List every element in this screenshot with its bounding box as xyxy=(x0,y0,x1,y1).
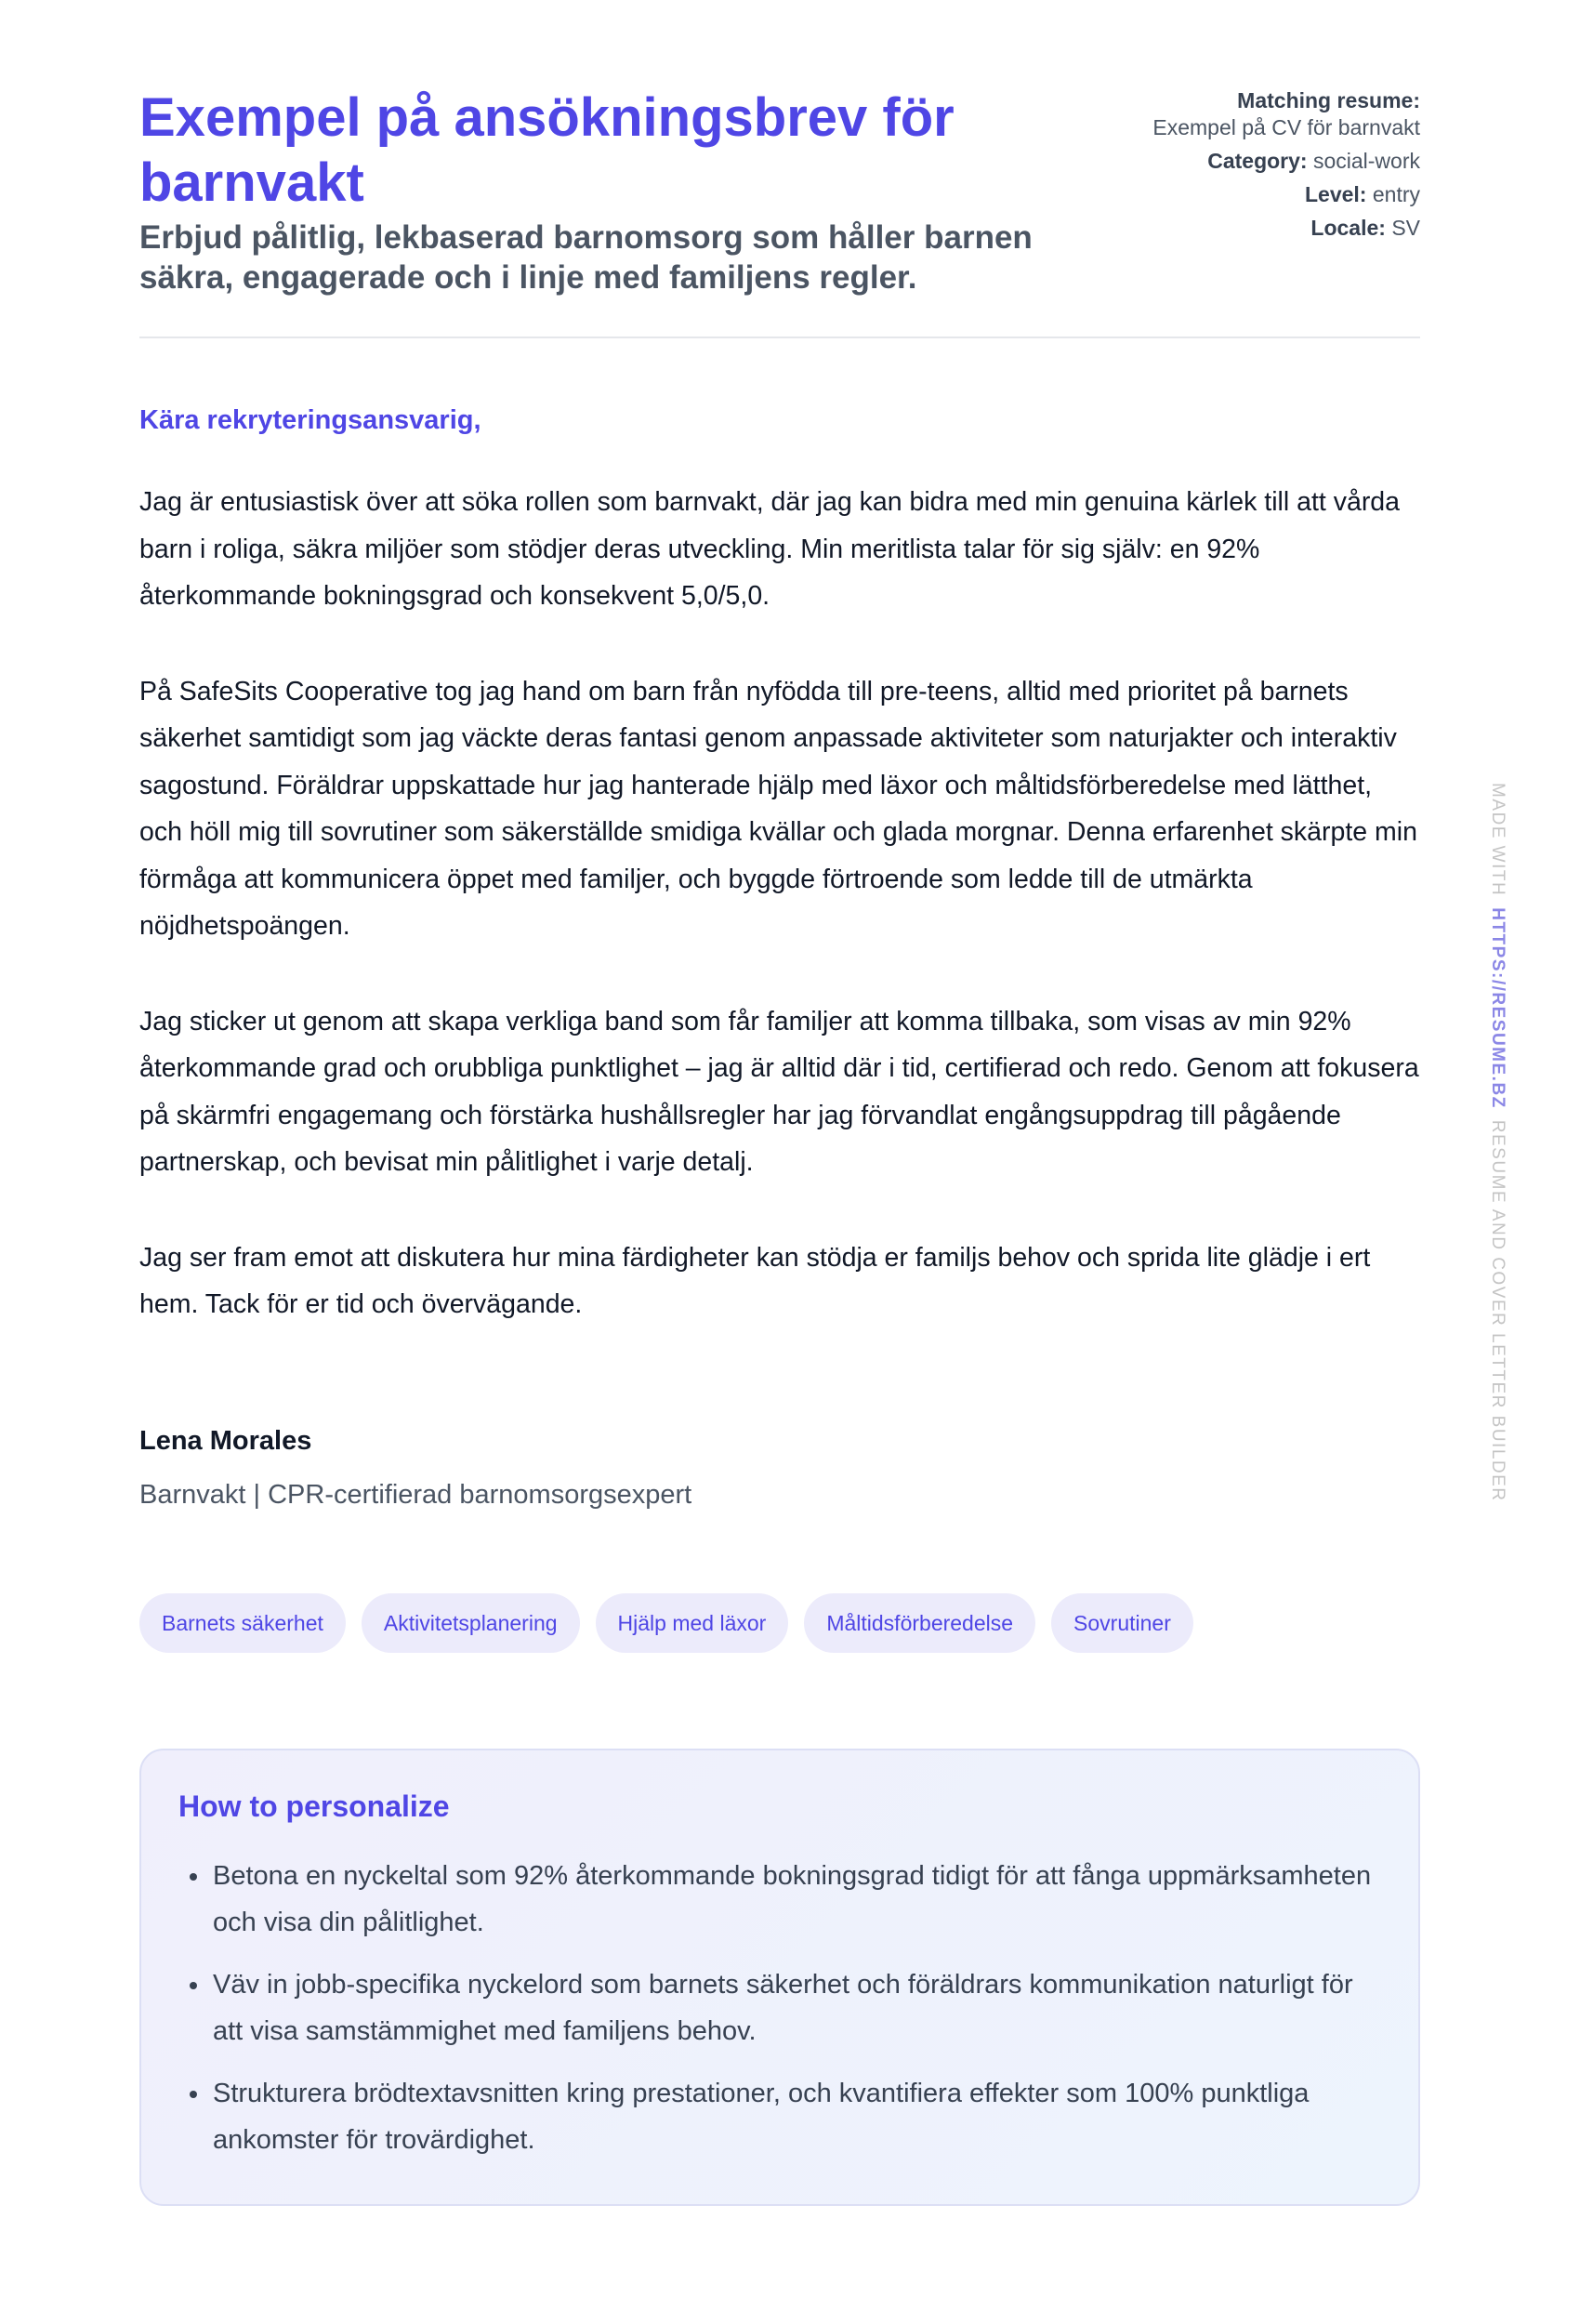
letter-paragraph: Jag ser fram emot att diskutera hur mina färdigheter kan stödja er familjs behov och sprida lite glädje i ert hem. Tack för er tid och övervägande. xyxy=(139,1242,1371,1319)
signature-name: Lena Morales xyxy=(139,1426,312,1456)
skill-tags xyxy=(139,1593,1193,1653)
skill-tag: Sovrutiner xyxy=(1051,1593,1193,1653)
page-header xyxy=(139,86,1420,338)
locale-value: SV xyxy=(1391,216,1420,240)
level-label: Level: xyxy=(1304,182,1367,206)
skill-tag: Aktivitetsplanering xyxy=(362,1593,580,1653)
category-value: social-work xyxy=(1312,149,1420,173)
meta-panel xyxy=(1123,87,1420,248)
category-label: Category: xyxy=(1207,149,1308,173)
letter-body xyxy=(139,479,1420,1377)
tip-item: Väv in jobb-specifika nyckelord som barnets säkerhet och föräldrars kommunikation naturligt för att visa samstämmighet med familjens behov. xyxy=(178,1961,1377,2054)
watermark-link[interactable]: HTTPS://RESUME.BZ xyxy=(1488,907,1508,1109)
level-value: entry xyxy=(1372,182,1420,206)
locale-label: Locale: xyxy=(1310,216,1386,240)
personalize-tips xyxy=(139,1749,1420,2206)
letter-paragraph: Jag sticker ut genom att skapa verkliga band som får familjer att komma tillbaka, som visas av min 92% återkommande grad och orubbliga punktlighet – jag är alltid där i tid, certifierad och redo. Genom att fokusera på skärmfri engagemang och förstärka hushållsregler har jag förvandlat engångsuppdrag till pågående partnerskap, och bevisat min pålitlighet i varje detalj. xyxy=(139,1006,1419,1177)
letter-paragraph: Jag är entusiastisk över att söka rollen som barnvakt, där jag kan bidra med min genuina kärlek till att vårda barn i roliga, säkra miljöer som stödjer deras utveckling. Min meritlista talar för sig själv: en 92% återkommande bokningsgrad och konsekvent 5,0/5,0. xyxy=(139,487,1401,611)
tips-title: How to personalize xyxy=(178,1789,450,1823)
page-subtitle: Erbjud pålitlig, lekbaserad barnomsorg som håller barnen säkra, engagerade och i linje med familjens regler. xyxy=(139,219,1033,296)
skill-tag: Barnets säkerhet xyxy=(139,1593,346,1653)
watermark xyxy=(1487,783,1508,1502)
tips-list xyxy=(178,1853,1377,2179)
tip-item: Strukturera brödtextavsnitten kring prestationer, och kvantifiera effekter som 100% punktliga ankomster för trovärdighet. xyxy=(178,2070,1377,2163)
letter-greeting: Kära rekryteringsansvarig, xyxy=(139,405,481,435)
letter-paragraph: På SafeSits Cooperative tog jag hand om barn från nyfödda till pre-teens, alltid med prioritet på barnets säkerhet samtidigt som jag väckte deras fantasi genom anpassade aktiviteter som naturjakter och interaktiv sagostund. Föräldrar uppskattade hur jag hanterade hjälp med läxor och måltidsförberedelse med lätthet, och höll mig till sovrutiner som säkerställde smidiga kvällar och glada morgnar. Denna erfarenhet skärpte min förmåga att kommunicera öppet med familjer, och byggde förtroende som ledde till de utmärkta nöjdhetspoängen. xyxy=(139,676,1417,941)
skill-tag: Måltidsförberedelse xyxy=(804,1593,1035,1653)
signature-title: Barnvakt | CPR-certifierad barnomsorgsexpert xyxy=(139,1480,692,1510)
page-title: Exempel på ansökningsbrev för barnvakt xyxy=(139,87,955,213)
tip-item: Betona en nyckeltal som 92% återkommande bokningsgrad tidigt för att fånga uppmärksamheten och visa din pålitlighet. xyxy=(178,1853,1377,1946)
watermark-suffix: RESUME AND COVER LETTER BUILDER xyxy=(1488,1119,1508,1502)
matching-resume-label: Matching resume: xyxy=(1237,88,1420,112)
skill-tag: Hjälp med läxor xyxy=(596,1593,789,1653)
matching-resume-link[interactable]: Exempel på CV för barnvakt xyxy=(1152,115,1420,139)
watermark-prefix: MADE WITH xyxy=(1488,783,1508,897)
